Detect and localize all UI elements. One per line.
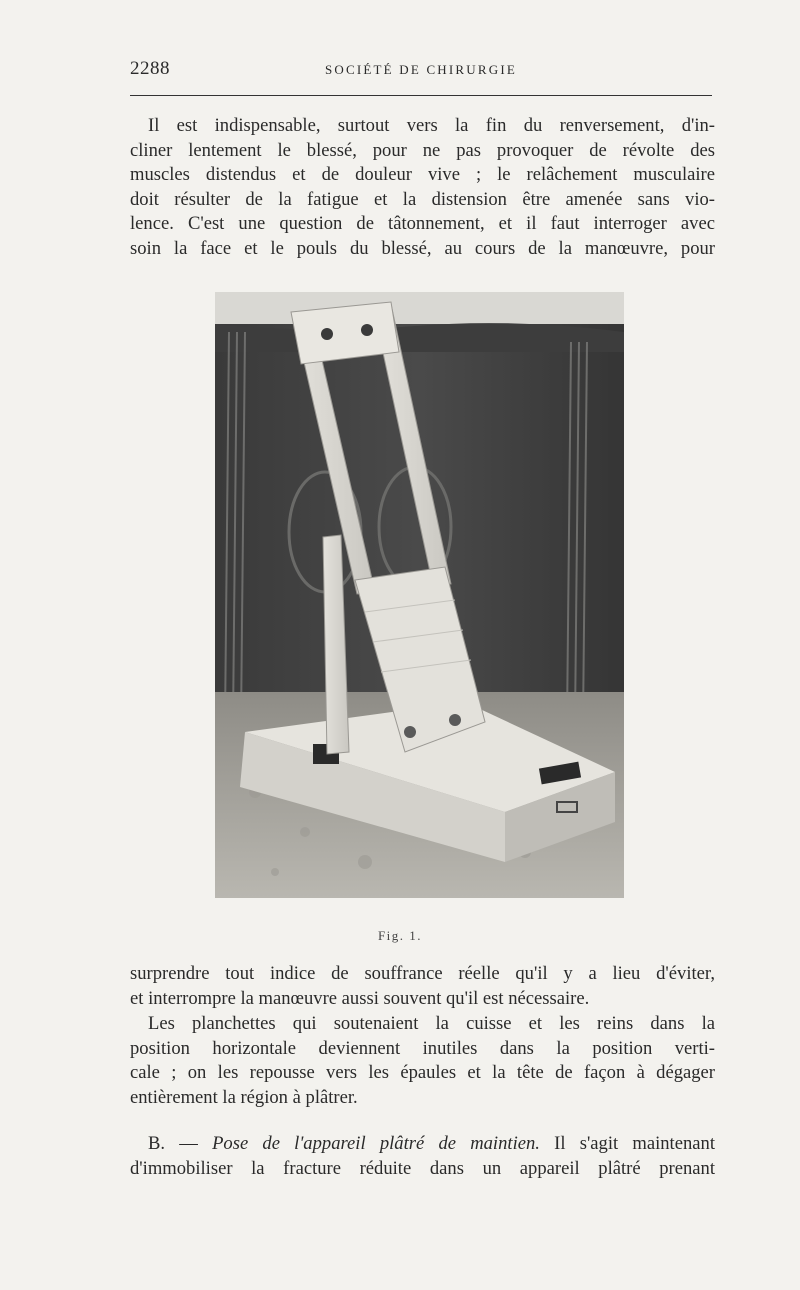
paragraph-3 bbox=[130, 1012, 715, 1110]
text-line: Les planchettes qui soutenaient la cuisse et les reins dans la bbox=[148, 1013, 715, 1034]
paragraph-2 bbox=[130, 962, 715, 1011]
text-line bbox=[130, 1132, 715, 1157]
text-line: cliner lentement le blessé, pour ne pas provoquer de révolte des bbox=[130, 139, 715, 161]
text-line: surprendre tout indice de souffrance réelle qu'il y a lieu d'éviter, bbox=[130, 963, 715, 984]
header-rule bbox=[130, 95, 712, 96]
text-line: entièrement la région à plâtrer. bbox=[130, 1086, 358, 1108]
page-number: 2288 bbox=[130, 58, 170, 79]
text-line: lence. C'est une question de tâtonnement, et il faut interroger avec bbox=[130, 213, 715, 235]
text-line: cale ; on les repousse vers les épaules et la tête de façon à dégager bbox=[130, 1062, 715, 1084]
paragraph-4 bbox=[130, 1132, 715, 1181]
traction-table-photo-icon bbox=[215, 292, 624, 898]
page-header bbox=[130, 58, 712, 86]
text-line: et interrompre la manœuvre aussi souvent qu'il est nécessaire. bbox=[130, 987, 590, 1009]
text-line: soin la face et le pouls du blessé, au cours de la manœuvre, pour bbox=[130, 237, 715, 259]
section-title: Pose de l'appareil plâtré de maintien. bbox=[212, 1133, 540, 1154]
text-line: Il est indispensable, surtout vers la fin du renversement, d'in- bbox=[148, 115, 715, 136]
section-lead: B. — bbox=[148, 1133, 213, 1154]
running-head: SOCIÉTÉ DE CHIRURGIE bbox=[324, 62, 518, 77]
text-line: muscles distendus et de douleur vive ; le relâchement musculaire bbox=[130, 164, 715, 186]
text-line: d'immobiliser la fracture réduite dans un appareil plâtré prenant bbox=[130, 1157, 715, 1179]
text-line: doit résulter de la fatigue et la distension être amenée sans vio- bbox=[130, 188, 715, 210]
paragraph-1 bbox=[130, 114, 715, 262]
figure-photograph bbox=[215, 292, 624, 898]
line-rest: Il s'agit maintenant bbox=[539, 1133, 715, 1154]
figure-caption: Fig. 1. bbox=[377, 928, 423, 943]
text-line: position horizontale deviennent inutiles dans la position verti- bbox=[130, 1037, 715, 1059]
